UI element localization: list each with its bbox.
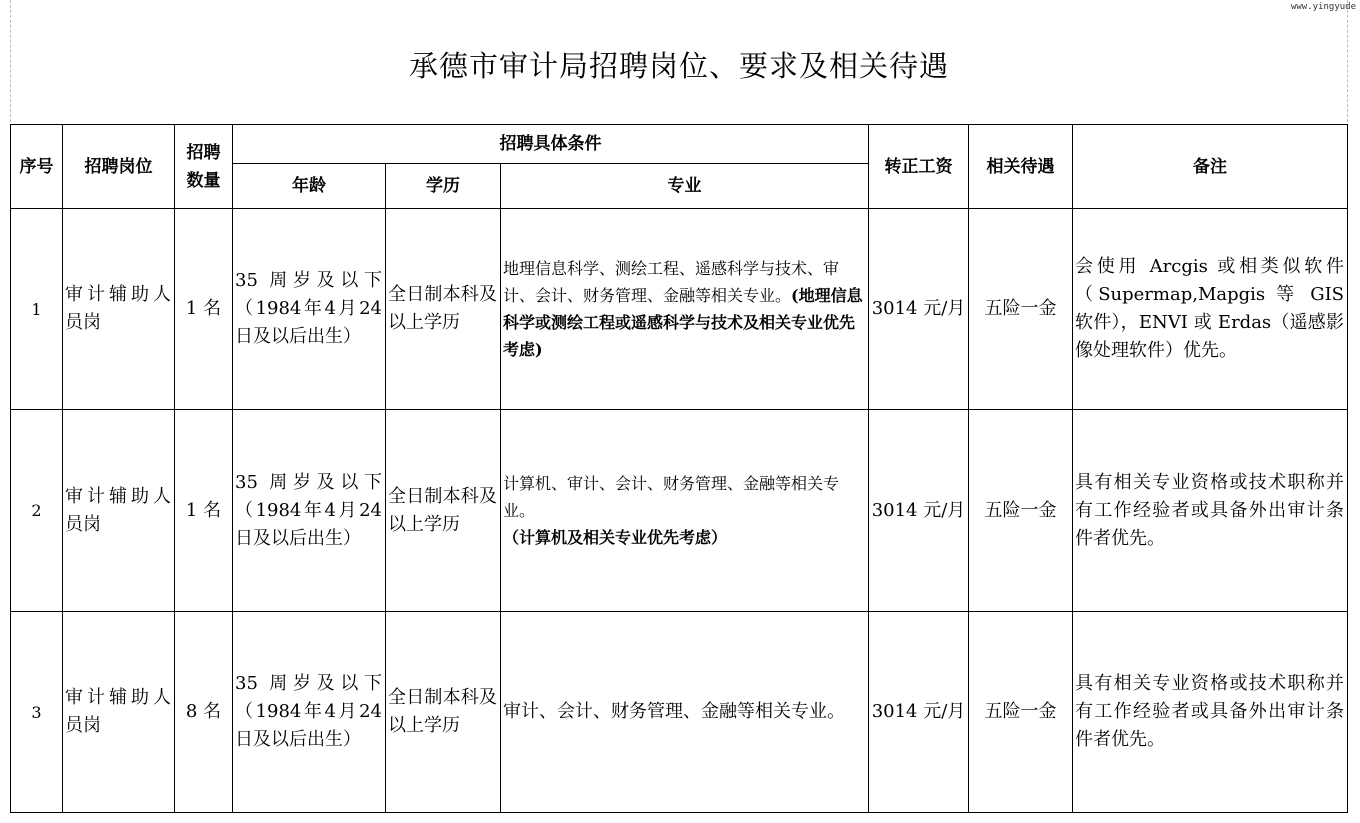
- row-education: 全日制本科及以上学历: [386, 612, 501, 813]
- header-count-line1: 招聘: [186, 142, 221, 163]
- row-position: 审计辅助人员岗: [63, 410, 175, 612]
- row-education: 全日制本科及以上学历: [386, 209, 501, 410]
- major-text: 计算机、审计、会计、财务管理、金融等相关专业。: [503, 474, 840, 520]
- row-salary: 3014 元/月: [869, 612, 969, 813]
- row-benefits: 五险一金: [969, 612, 1073, 813]
- major-priority-note: (地理信息科学或测绘工程或遥感科学与技术及相关专业优先考虑): [503, 286, 863, 359]
- major-text: 审计、会计、财务管理、金融等相关专业。: [503, 701, 845, 722]
- row-index: 1: [11, 209, 63, 410]
- row-salary: 3014 元/月: [869, 410, 969, 612]
- header-age: 年龄: [233, 164, 386, 209]
- row-remarks: 具有相关专业资格或技术职称并有工作经验者或具备外出审计条件者优先。: [1073, 612, 1348, 813]
- header-position: 招聘岗位: [63, 125, 175, 209]
- row-major: [501, 209, 869, 410]
- row-position: 审计辅助人员岗: [63, 209, 175, 410]
- row-remarks: 具有相关专业资格或技术职称并有工作经验者或具备外出审计条件者优先。: [1073, 410, 1348, 612]
- major-text: 地理信息科学、测绘工程、遥感科学与技术、审计、会计、财务管理、金融等相关专业。: [503, 259, 840, 305]
- row-age: 35 周岁及以下（1984年4月24日及以后出生）: [233, 209, 386, 410]
- row-education: 全日制本科及以上学历: [386, 410, 501, 612]
- header-conditions: 招聘具体条件: [233, 125, 869, 164]
- row-age: 35 周岁及以下（1984年4月24日及以后出生）: [233, 612, 386, 813]
- row-index: 2: [11, 410, 63, 612]
- header-count: [175, 125, 233, 209]
- header-salary: 转正工资: [869, 125, 969, 209]
- row-benefits: 五险一金: [969, 209, 1073, 410]
- table-row: [11, 209, 1348, 410]
- row-age: 35 周岁及以下（1984年4月24日及以后出生）: [233, 410, 386, 612]
- row-count: 1 名: [175, 209, 233, 410]
- row-major: [501, 612, 869, 813]
- major-priority-note: （计算机及相关专业优先考虑）: [503, 528, 728, 547]
- row-count: 1 名: [175, 410, 233, 612]
- row-remarks: 会使用 Arcgis 或相类似软件（Supermap,Mapgis 等 GIS 软件），ENVI 或 Erdas（遥感影像处理软件）优先。: [1073, 209, 1348, 410]
- header-row-1: [11, 125, 1348, 164]
- row-index: 3: [11, 612, 63, 813]
- header-benefits: 相关待遇: [969, 125, 1073, 209]
- row-count: 8 名: [175, 612, 233, 813]
- row-major: [501, 410, 869, 612]
- header-education: 学历: [386, 164, 501, 209]
- header-remarks: 备注: [1073, 125, 1348, 209]
- header-count-line2: 数量: [186, 170, 221, 191]
- row-position: 审计辅助人员岗: [63, 612, 175, 813]
- header-major: 专业: [501, 164, 869, 209]
- title-area: [10, 0, 1348, 122]
- recruitment-table: [10, 124, 1348, 813]
- watermark: www.yingyude: [1290, 2, 1356, 12]
- page-title: 承德市审计局招聘岗位、要求及相关待遇: [408, 49, 949, 83]
- table-row: [11, 410, 1348, 612]
- table-row: [11, 612, 1348, 813]
- header-index: 序号: [11, 125, 63, 209]
- row-benefits: 五险一金: [969, 410, 1073, 612]
- row-salary: 3014 元/月: [869, 209, 969, 410]
